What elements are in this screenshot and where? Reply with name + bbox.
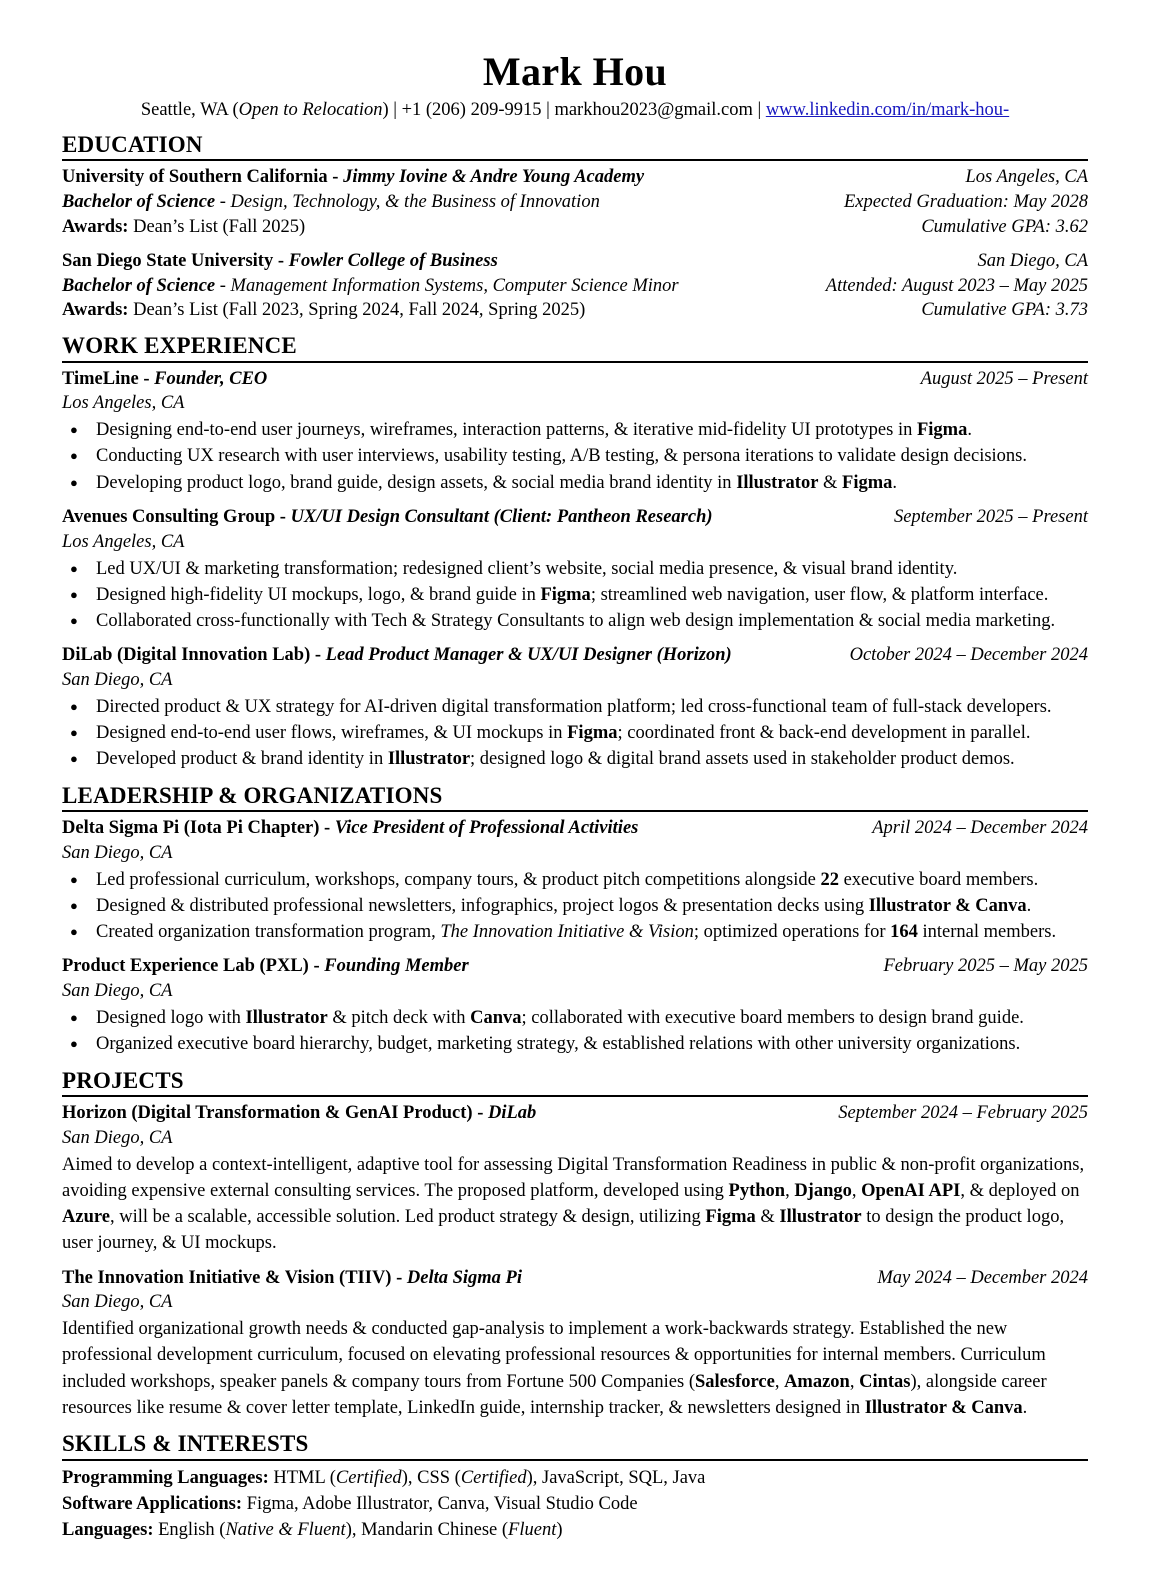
list-item: ● Designed high-fidelity UI mockups, logo, & brand guide in Figma; streamlined web navigation, user flow, & platform interface. (62, 582, 1088, 608)
work-date: August 2025 – Present (920, 368, 1088, 389)
project-description: Aimed to develop a context-intelligent, adaptive tool for assessing Digital Transformation Readiness in public & non-profit organizations, avoiding expensive external consulting services. The proposed platform, developed using Python, Django, OpenAI API, & deployed on Azure, will be a scalable, accessible solution. Led product strategy & design, utilizing Figma & Illustrator to design the product logo, user journey, & UI mockups. (62, 1154, 1085, 1254)
project-org: Horizon (Digital Transformation & GenAI Product) - (62, 1103, 488, 1124)
list-item: ● Directed product & UX strategy for AI-driven digital transformation platform; led cross-functional team of full-stack developers. (62, 694, 1088, 720)
work-date: September 2025 – Present (893, 506, 1088, 527)
leadership-date: April 2024 – December 2024 (872, 818, 1088, 839)
work-date: October 2024 – December 2024 (849, 645, 1088, 666)
list-item: ● Designed end-to-end user flows, wireframes, & UI mockups in Figma; coordinated front & back-end development in parallel. (62, 720, 1088, 746)
leadership-bullets (62, 867, 1088, 946)
list-item: ● Developing product logo, brand guide, design assets, & social media brand identity in Illustrator & Figma. (62, 470, 1088, 496)
list-item: ● Designed logo with Illustrator & pitch deck with Canva; collaborated with executive board members to design brand guide. (62, 1005, 1088, 1031)
list-item: ● Designed & distributed professional newsletters, infographics, project logos & presentation decks using Illustrator & Canva. (62, 893, 1088, 919)
leadership-location: San Diego, CA (62, 842, 173, 863)
work-bullets (62, 694, 1088, 773)
work-header-row (62, 643, 1088, 668)
education-degree: Bachelor of Science (62, 275, 216, 296)
education-degree-row (62, 274, 1088, 299)
education-degree-detail: - Management Information Systems, Computer Science Minor (215, 275, 679, 296)
education-program: Jimmy Iovine & Andre Young Academy (343, 167, 645, 188)
project-date: May 2024 – December 2024 (877, 1267, 1088, 1288)
work-role: UX/UI Design Consultant (Client: Pantheon Research) (290, 506, 713, 527)
list-item: ● Collaborated cross-functionally with Tech & Strategy Consultants to align web design implementation & social media marketing. (62, 608, 1088, 634)
section-heading-work-experience: WORK EXPERIENCE (62, 333, 297, 359)
leadership-role: Vice President of Professional Activities (334, 818, 639, 839)
education-degree-row (62, 190, 1088, 215)
skills-languages: Languages: English (Native & Fluent), Mandarin Chinese (Fluent) (62, 1520, 563, 1541)
leadership-entry (62, 954, 1088, 1057)
leadership-header-row (62, 954, 1088, 979)
work-header-row (62, 505, 1088, 530)
work-org: Avenues Consulting Group - (62, 506, 291, 527)
education-program: Fowler College of Business (288, 250, 498, 271)
section-heading-education: EDUCATION (62, 132, 203, 158)
skills-software-applications: Software Applications: Figma, Adobe Illustrator, Canva, Visual Studio Code (62, 1493, 638, 1514)
education-awards-row (62, 298, 1088, 323)
education-graduation: Expected Graduation: May 2028 (843, 192, 1088, 213)
work-location: Los Angeles, CA (62, 531, 185, 552)
project-description: Identified organizational growth needs & conducted gap-analysis to implement a work-backwards strategy. Established the new professional development curriculum, focused on elevating professional resources & opportunities for internal members. Curriculum included workshops, speaker panels & company tours from Fortune 500 Companies (Salesforce, Amazon, Cintas), alongside career resources like resume & cover letter template, LinkedIn guide, internship tracker, & newsletters designed in Illustrator & Canva. (62, 1319, 1047, 1418)
list-item: ● Created organization transformation program, The Innovation Initiative & Vision; optimized operations for 164 internal members. (62, 919, 1088, 945)
project-entry (62, 1101, 1088, 1257)
work-role: Founder, CEO (154, 368, 268, 389)
work-entry (62, 643, 1088, 772)
work-org: DiLab (Digital Innovation Lab) - (62, 645, 326, 666)
list-item: ● Organized executive board hierarchy, budget, marketing strategy, & established relations with other university organizations. (62, 1031, 1088, 1057)
work-org: TimeLine - (62, 368, 155, 389)
work-bullets (62, 556, 1088, 635)
section-divider (62, 810, 1088, 812)
work-location: Los Angeles, CA (62, 393, 185, 414)
education-school: University of Southern California - (62, 167, 344, 188)
leadership-org: Delta Sigma Pi (Iota Pi Chapter) - (62, 818, 335, 839)
project-location: San Diego, CA (62, 1292, 173, 1313)
education-degree-detail: - Design, Technology, & the Business of Innovation (215, 192, 600, 213)
section-heading-skills: SKILLS & INTERESTS (62, 1431, 309, 1457)
list-item: ● Conducting UX research with user interviews, usability testing, A/B testing, & persona iterations to validate design decisions. (62, 443, 1088, 469)
education-location: San Diego, CA (977, 250, 1088, 271)
education-gpa: Cumulative GPA: 3.62 (921, 217, 1088, 238)
work-header-row (62, 367, 1088, 392)
work-role: Lead Product Manager & UX/UI Designer (Horizon) (325, 645, 732, 666)
section-divider (62, 159, 1088, 161)
education-gpa: Cumulative GPA: 3.73 (921, 300, 1088, 321)
section-divider (62, 361, 1088, 363)
education-awards-label: Awards: (62, 300, 129, 321)
education-awards-row (62, 215, 1088, 240)
education-attended: Attended: August 2023 – May 2025 (825, 275, 1088, 296)
work-bullets (62, 417, 1088, 496)
leadership-role: Founding Member (324, 956, 469, 977)
education-awards: Dean’s List (Fall 2023, Spring 2024, Fall 2024, Spring 2025) (128, 300, 586, 321)
education-school: San Diego State University - (62, 250, 289, 271)
project-entry (62, 1266, 1088, 1422)
education-header-row (62, 165, 1088, 190)
contact-relocation: Open to Relocation (238, 100, 383, 120)
education-awards-label: Awards: (62, 217, 129, 238)
project-role: DiLab (487, 1103, 537, 1124)
leadership-date: February 2025 – May 2025 (883, 956, 1088, 977)
contact-line (62, 98, 1088, 122)
work-location: San Diego, CA (62, 670, 173, 691)
page-title: Mark Hou (482, 49, 668, 94)
section-heading-projects: PROJECTS (62, 1067, 184, 1093)
contact-phone-email: ) | +1 (206) 209-9915 | markhou2023@gmail.com | (382, 100, 766, 120)
education-location: Los Angeles, CA (965, 167, 1088, 188)
education-entry (62, 165, 1088, 239)
contact-location: Seattle, WA ( (140, 100, 239, 120)
leadership-location: San Diego, CA (62, 981, 173, 1002)
project-date: September 2024 – February 2025 (838, 1103, 1088, 1124)
leadership-header-row (62, 816, 1088, 841)
list-item: ● Led professional curriculum, workshops, company tours, & product pitch competitions alongside 22 executive board members. (62, 867, 1088, 893)
education-entry (62, 249, 1088, 323)
education-degree: Bachelor of Science (62, 192, 216, 213)
project-role: Delta Sigma Pi (406, 1267, 522, 1288)
work-entry (62, 505, 1088, 634)
education-awards: Dean’s List (Fall 2025) (128, 217, 306, 238)
linkedin-link[interactable]: www.linkedin.com/in/mark-hou- (765, 100, 1010, 120)
project-header-row (62, 1266, 1088, 1291)
work-entry (62, 367, 1088, 496)
education-header-row (62, 249, 1088, 274)
leadership-entry (62, 816, 1088, 945)
leadership-org: Product Experience Lab (PXL) - (62, 956, 325, 977)
project-header-row (62, 1101, 1088, 1126)
skills-programming-languages: Programming Languages: HTML (Certified), CSS (Certified), JavaScript, SQL, Java (62, 1467, 706, 1488)
leadership-bullets (62, 1005, 1088, 1058)
list-item: ● Developed product & brand identity in Illustrator; designed logo & digital brand assets used in stakeholder product demos. (62, 746, 1088, 772)
section-divider (62, 1095, 1088, 1097)
project-location: San Diego, CA (62, 1127, 173, 1148)
list-item: ● Led UX/UI & marketing transformation; redesigned client’s website, social media presence, & visual brand identity. (62, 556, 1088, 582)
section-heading-leadership: LEADERSHIP & ORGANIZATIONS (62, 782, 443, 808)
project-org: The Innovation Initiative & Vision (TIIV) - (62, 1267, 407, 1288)
list-item: ● Designing end-to-end user journeys, wireframes, interaction patterns, & iterative mid-fidelity UI prototypes in Figma. (62, 417, 1088, 443)
section-divider (62, 1459, 1088, 1461)
